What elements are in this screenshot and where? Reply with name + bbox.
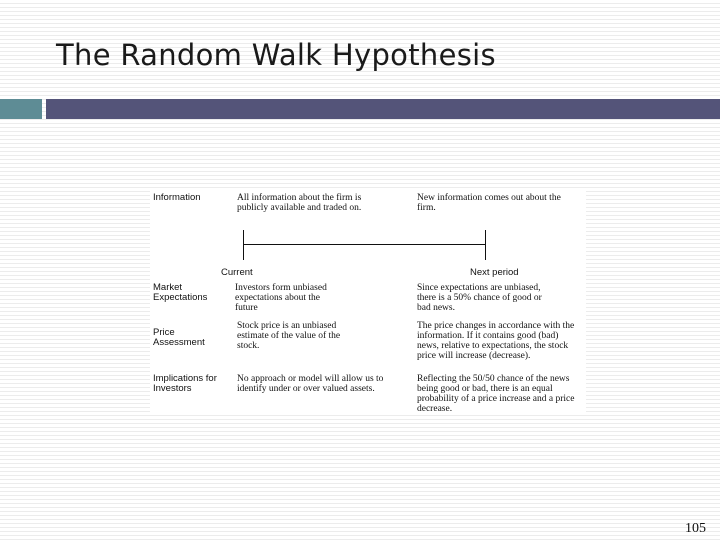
timeline bbox=[243, 230, 487, 262]
timeline-end-label: Next period bbox=[470, 267, 519, 278]
implications-next-text: Reflecting the 50/50 chance of the news being good or bad, there is an equal probability of a price increase and a price decrease. bbox=[417, 374, 575, 414]
row-label-information: Information bbox=[153, 192, 201, 203]
slide-title: The Random Walk Hypothesis bbox=[56, 38, 496, 72]
timeline-start-label: Current bbox=[221, 267, 253, 278]
information-next-text: New information comes out about the firm. bbox=[417, 193, 561, 213]
market-expectations-current-text: Investors form unbiased expectations about the future bbox=[235, 283, 327, 313]
information-current-text: All information about the firm is publicly available and traded on. bbox=[237, 193, 362, 213]
market-expectations-next-text: Since expectations are unbiased, there is a 50% chance of good or bad news. bbox=[417, 283, 542, 313]
row-label-implications-for-investors: Implications for Investors bbox=[153, 373, 217, 394]
price-assessment-current-text: Stock price is an unbiased estimate of the value of the stock. bbox=[237, 321, 341, 351]
price-assessment-next-text: The price changes in accordance with the information. If it contains good (bad) news, relative to expectations, the stock price will increase (decrease). bbox=[417, 321, 575, 361]
timeline-end-tick bbox=[485, 230, 486, 260]
random-walk-figure bbox=[150, 188, 586, 414]
timeline-line bbox=[243, 244, 486, 245]
row-label-price-assessment: Price Assessment bbox=[153, 327, 205, 348]
page-number: 105 bbox=[685, 521, 706, 536]
accent-bar-right bbox=[46, 99, 720, 119]
timeline-start-tick bbox=[243, 230, 244, 260]
accent-bar-left bbox=[0, 99, 42, 119]
implications-current-text: No approach or model will allow us to identify under or over valued assets. bbox=[237, 374, 384, 394]
row-label-market-expectations: Market Expectations bbox=[153, 282, 208, 303]
